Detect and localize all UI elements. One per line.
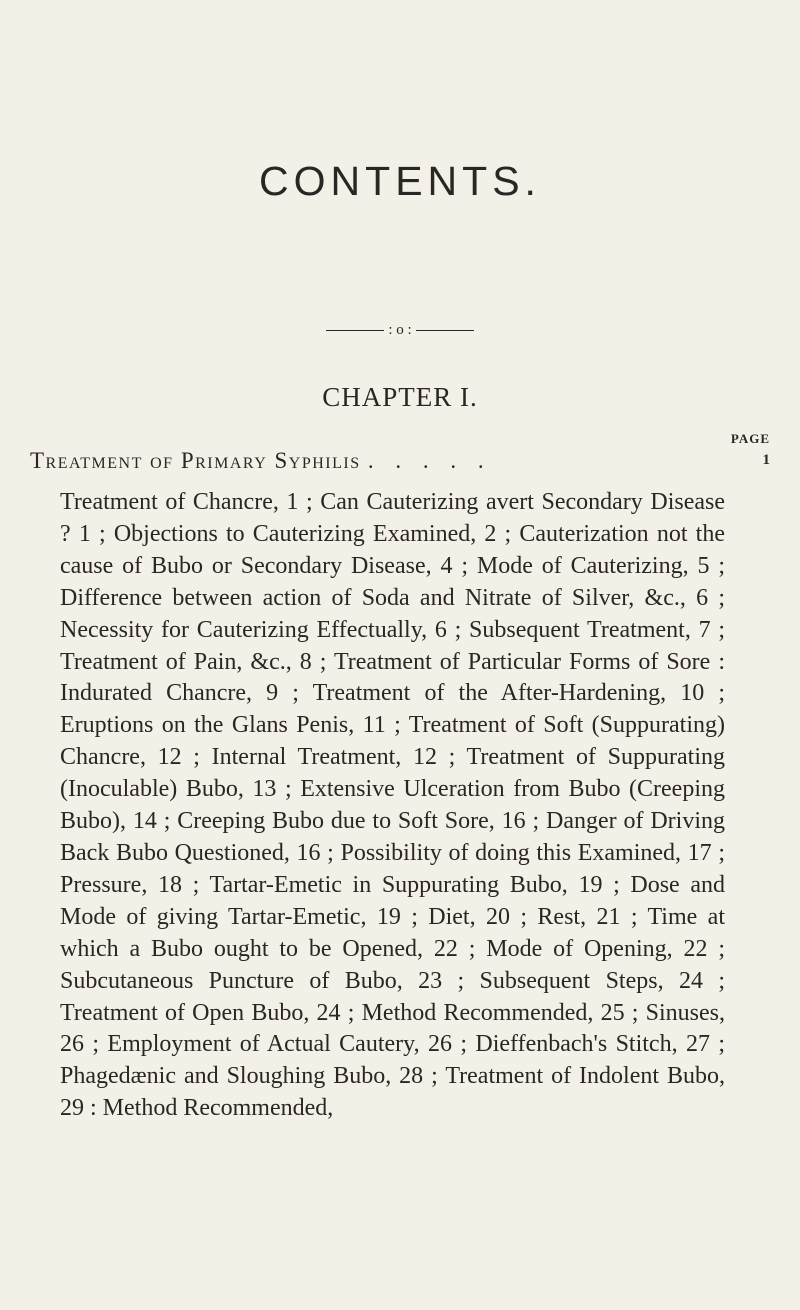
contents-title: CONTENTS. — [259, 158, 541, 204]
toc-entry-leader-dots: . . . . . — [367, 448, 492, 473]
ornament-rule-right — [416, 330, 474, 331]
toc-entry-title-text: Treatment of Primary Syphilis — [30, 448, 361, 473]
ornament-mark: : o : — [388, 321, 412, 338]
chapter-heading: CHAPTER I. — [322, 382, 478, 412]
ornament-rule-left — [326, 330, 384, 331]
toc-entry-title — [30, 448, 780, 474]
chapter-summary: Treatment of Chancre, 1 ; Can Cauterizing avert Secondary Disease ? 1 ; Objections to Cauterizing Examined, 2 ; Cauterization not the cause of Bubo or Secondary Disease, 4 ; Mode of Cauterizing, 5 ; Difference between action of Soda and Nitrate of Silver, &c., 6 ; Necessity for Cauterizing Effectually, 6 ; Subsequent Treatment, 7 ; Treatment of Pain, &c., 8 ; Treatment of Particular Forms of Sore : Indurated Chancre, 9 ; Treatment of the After-Hardening, 10 ; Eruptions on the Glans Penis, 11 ; Treatment of Soft (Suppurating) Chancre, 12 ; Internal Treatment, 12 ; Treatment of Suppurating (Inoculable) Bubo, 13 ; Extensive Ulceration from Bubo (Creeping Bubo), 14 ; Creeping Bubo due to Soft Sore, 16 ; Danger of Driving Back Bubo Questioned, 16 ; Possibility of doing this Examined, 17 ; Pressure, 18 ; Tartar-Emetic in Suppurating Bubo, 19 ; Dose and Mode of giving Tartar-Emetic, 19 ; Diet, 20 ; Rest, 21 ; Time at which a Bubo ought to be Opened, 22 ; Mode of Opening, 22 ; Subcutaneous Puncture of Bubo, 23 ; Subsequent Steps, 24 ; Treatment of Open Bubo, 24 ; Method Recommended, 25 ; Sinuses, 26 ; Employment of Actual Cautery, 26 ; Dieffenbach's Stitch, 27 ; Phagedænic and Sloughing Bubo, 28 ; Treatment of Indolent Bubo, 29 : Method Recommended, — [60, 489, 725, 1122]
toc-entry-page-number: 1 — [762, 452, 770, 468]
page-column-label: PAGE — [730, 431, 770, 446]
ornament-divider — [310, 320, 490, 340]
